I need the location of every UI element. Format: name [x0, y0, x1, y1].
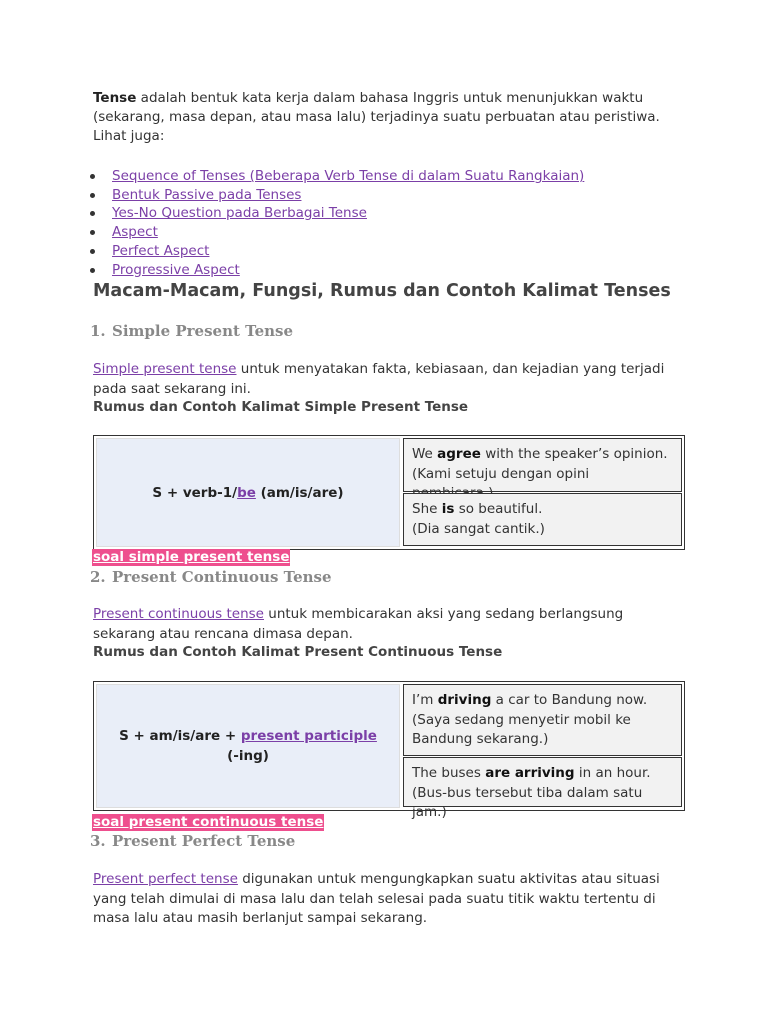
description-line: digunakan untuk mengungkapkan suatu aktivitas atau situasi: [237, 871, 660, 887]
example-verb: agree: [437, 446, 481, 462]
description-line: masa lalu atau masih berlanjut sampai sekarang.: [93, 910, 428, 926]
section-title: Present Continuous Tense: [112, 568, 332, 586]
formula-title: Rumus dan Contoh Kalimat Present Continuous Tense: [93, 644, 503, 660]
section-number: 3.: [90, 832, 106, 850]
formula-cell: [96, 684, 400, 808]
example-text: a car to Bandung now.: [491, 692, 648, 708]
section-description: [93, 360, 673, 399]
example-verb: driving: [437, 692, 492, 708]
link-progressive-aspect[interactable]: Progressive Aspect: [112, 261, 240, 278]
description-line: sekarang atau rencana dimasa depan.: [93, 625, 353, 642]
link-yes-no-question[interactable]: Yes-No Question pada Berbagai Tense: [112, 205, 367, 222]
intro-term: Tense: [93, 90, 137, 106]
example-cell: [403, 493, 682, 546]
formula-table: [93, 681, 685, 820]
list-item: [90, 204, 584, 223]
bullet-icon: [90, 174, 95, 179]
example-translation: (Saya sedang menyetir mobil ke Bandung sekarang.): [412, 711, 631, 747]
formula-text: (-ing): [227, 748, 269, 764]
intro-paragraph: [93, 89, 673, 146]
link-perfect-aspect[interactable]: Perfect Aspect: [112, 242, 210, 259]
example-translation: (Bus-bus tersebut tiba dalam satu jam.): [412, 784, 643, 820]
link-soal-present-continuous[interactable]: soal present continuous tense: [93, 814, 324, 830]
bullet-icon: [90, 193, 95, 198]
bullet-icon: [90, 230, 95, 235]
formula-cell: [96, 438, 400, 547]
see-also-list: [90, 167, 584, 279]
example-translation: (Kami setuju dengan opini: [412, 465, 590, 482]
section-title: Simple Present Tense: [112, 322, 294, 340]
link-present-perfect-tense[interactable]: Present perfect tense: [93, 871, 238, 887]
intro-line-3: Lihat juga:: [93, 128, 165, 144]
example-text: I’m: [412, 692, 438, 708]
list-item: [90, 186, 584, 205]
link-aspect[interactable]: Aspect: [112, 224, 158, 241]
list-item: [90, 167, 584, 186]
intro-line-1: adalah bentuk kata kerja dalam bahasa Inggris untuk menunjukkan waktu: [136, 90, 644, 106]
formula-text: S + am/is/are +: [119, 728, 241, 744]
section-heading-present-perfect: [90, 832, 295, 850]
description-line: untuk menyatakan fakta, kebiasaan, dan kejadian yang terjadi: [236, 361, 665, 377]
example-verb: is: [441, 501, 455, 517]
description-line: yang telah dimulai di masa lalu dan telah selesai pada suatu titik waktu tertentu di: [93, 890, 656, 907]
formula-text: S + verb-1/: [152, 484, 238, 501]
description-line: untuk membicarakan aksi yang sedang berlangsung: [263, 606, 624, 622]
link-sequence-of-tenses[interactable]: Sequence of Tenses (Beberapa Verb Tense di dalam Suatu Rangkaian): [112, 168, 585, 184]
bullet-icon: [90, 249, 95, 254]
example-text: with the speaker’s opinion.: [480, 446, 668, 462]
section-heading-present-continuous: [90, 568, 332, 586]
list-item: [90, 242, 584, 261]
bullet-icon: [90, 268, 95, 273]
example-cell: [403, 757, 682, 820]
section-number: 2.: [90, 568, 106, 586]
example-cell: [403, 684, 682, 756]
example-text: We: [412, 446, 438, 462]
formula-table: [93, 435, 685, 550]
example-cell: [403, 438, 682, 492]
bullet-icon: [90, 211, 95, 216]
example-translation: (Dia sangat cantik.): [412, 520, 545, 537]
section-description: [93, 870, 673, 929]
example-verb: are arriving: [485, 765, 575, 781]
description-line: pada saat sekarang ini.: [93, 380, 251, 397]
section-heading-simple-present: [90, 322, 293, 340]
example-text: in an hour.: [574, 765, 651, 781]
section-description: [93, 605, 673, 644]
example-text: so beautiful.: [454, 501, 543, 517]
example-text: She: [412, 501, 442, 517]
link-passive-tenses[interactable]: Bentuk Passive pada Tenses: [112, 186, 302, 203]
link-present-continuous-tense[interactable]: Present continuous tense: [93, 606, 264, 622]
section-title: Present Perfect Tense: [112, 832, 296, 850]
formula-text: (am/is/are): [255, 484, 344, 501]
link-present-participle[interactable]: present participle: [240, 728, 377, 744]
link-simple-present-tense[interactable]: Simple present tense: [93, 361, 237, 377]
intro-line-2: (sekarang, masa depan, atau masa lalu) terjadinya suatu perbuatan atau peristiwa.: [93, 109, 660, 125]
list-item: [90, 223, 584, 242]
example-text: The buses: [412, 765, 486, 781]
list-item: [90, 261, 584, 280]
main-heading: Macam-Macam, Fungsi, Rumus dan Contoh Kalimat Tenses: [93, 281, 671, 301]
link-soal-simple-present[interactable]: soal simple present tense: [93, 549, 290, 565]
section-number: 1.: [90, 322, 106, 340]
link-be[interactable]: be: [237, 484, 256, 501]
formula-title: Rumus dan Contoh Kalimat Simple Present Tense: [93, 399, 469, 415]
